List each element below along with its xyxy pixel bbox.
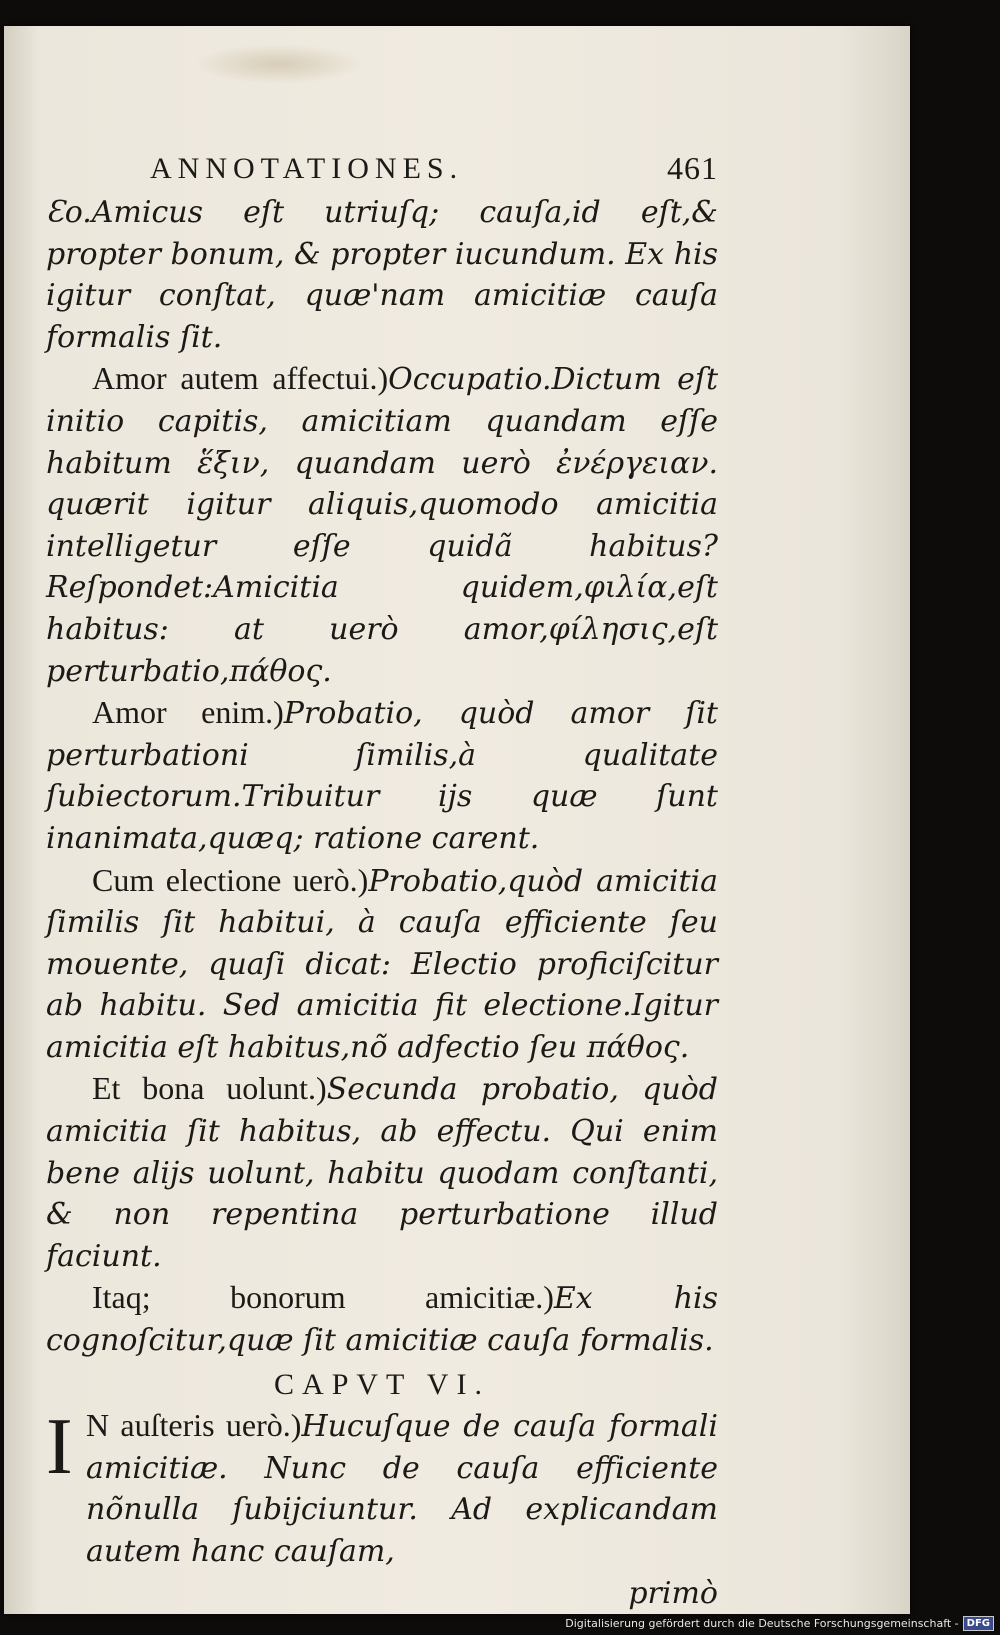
digitization-credit xyxy=(565,1616,994,1631)
lemma: Amor autem affectui.) xyxy=(92,360,389,397)
drop-capital: I xyxy=(46,1403,73,1492)
chapter-opening-paragraph xyxy=(46,1405,718,1572)
paragraph xyxy=(46,1068,718,1277)
paragraph xyxy=(46,692,718,859)
lemma: Et bona uolunt.) xyxy=(92,1070,327,1107)
catchword: primò xyxy=(628,1575,718,1611)
paragraph-text: Occupatio.Dictum eſt initio capitis, amicitiam quandam eſſe habitum ἕξιν, quandam uerò ἐνέργειαν. quærit igitur aliquis,quomodo amicitia intelligetur eſſe quidã habitus?Reſpondet:Amicitia quidem,φιλία,eſt habitus: at uerò amor,φίλησις,eſt perturbatio,πάθος. xyxy=(46,362,718,689)
credit-text: Digitalisierung gefördert durch die Deutsche Forschungsgemeinschaft - xyxy=(565,1617,959,1630)
paragraph xyxy=(46,1277,718,1361)
page-header xyxy=(46,144,718,192)
running-head: ANNOTATIONES. xyxy=(150,152,464,185)
paragraph-continued xyxy=(46,192,718,358)
lemma: Cum electione uerò.) xyxy=(92,861,369,898)
lemma: Itaq; bonorum amicitiæ.) xyxy=(92,1279,554,1316)
lemma: Amor enim.) xyxy=(92,694,284,731)
book-page xyxy=(4,26,910,1614)
paragraph-text: Probatio,quòd amicitia ſimilis ſit habitui, à cauſa efficiente ſeu mouente, quaſi dicat: Electio proficiſcitur ab habitu. Sed amicitia fit electione.Igitur amicitia eſt habitus,nõ adfectio ſeu πάθος. xyxy=(46,863,718,1065)
paper-stain xyxy=(194,44,364,84)
paragraph-text: Ɛo.Amicus eſt utriuſq; cauſa,id eſt,& propter bonum, & propter iucundum. Ex his igitur conſtat, quæ'nam amicitiæ cauſa formalis ſit. xyxy=(46,195,718,355)
paragraph xyxy=(46,860,718,1069)
text-block xyxy=(46,144,718,1614)
page-number: 461 xyxy=(667,150,718,186)
paragraph-text: Hucuſque de cauſa formali amicitiæ. Nunc de cauſa efficiente nõnulla ſubijciuntur. Ad explicandam autem hanc cauſam, xyxy=(86,1409,718,1569)
lemma: N auſteris uerò.) xyxy=(86,1407,302,1444)
paragraph-text: Probatio, quòd amor ſit perturbationi ſimilis,à qualitate ſubiectorum.Tribuitur ijs quæ ſunt inanimata,quæq; ratione carent. xyxy=(46,696,718,856)
chapter-heading: CAPVT VI. xyxy=(274,1367,490,1401)
paragraph-text: Ex his cognoſcitur,quæ ſit amicitiæ cauſa formalis. xyxy=(46,1281,718,1359)
paragraph xyxy=(46,358,718,692)
dfg-logo: DFG xyxy=(963,1616,994,1631)
paragraph-text: Secunda probatio, quòd amicitia ſit habitus, ab effectu. Qui enim bene alijs uolunt, habitu quodam conſtanti, & non repentina perturbatione illud faciunt. xyxy=(46,1072,718,1274)
